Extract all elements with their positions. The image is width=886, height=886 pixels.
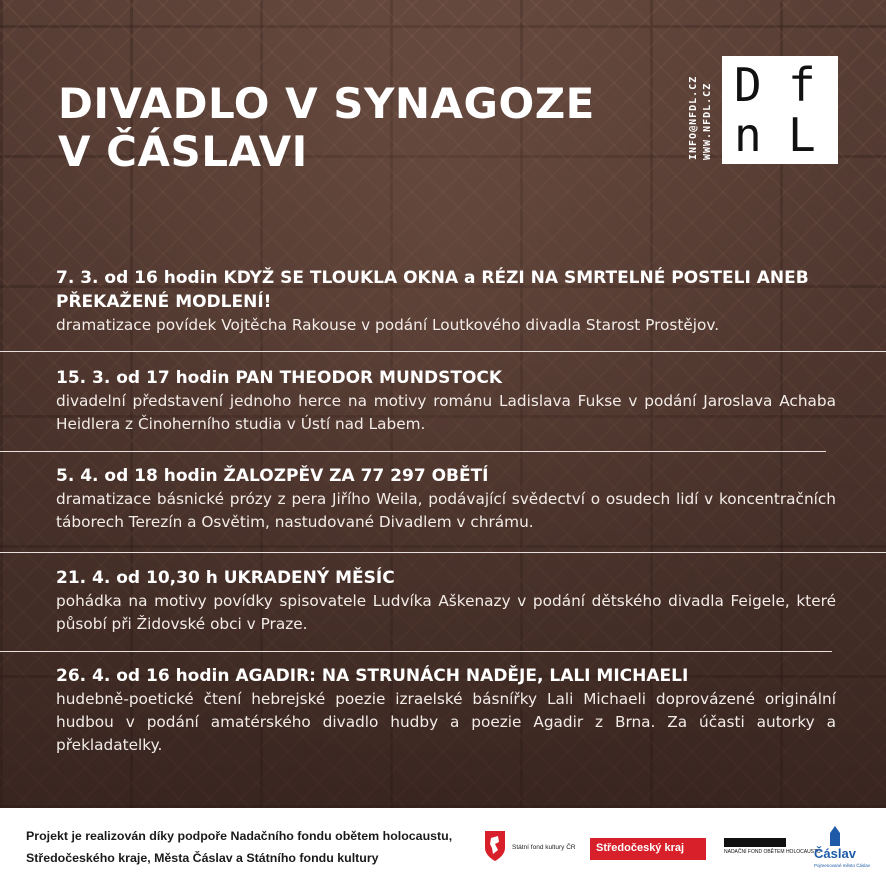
czech-lion-icon [484, 830, 506, 862]
logo-letter-d: D [734, 58, 762, 112]
caslav-logo [812, 826, 871, 872]
event-heading: 5. 4. od 18 hodin ŽALOZPĚV ZA 77 297 OBĚTÍ [56, 466, 489, 486]
caslav-label: Čáslav [814, 846, 856, 861]
event-heading: 15. 3. od 17 hodin PAN THEODOR MUNDSTOCK [56, 368, 503, 388]
divider [0, 351, 886, 352]
sfk-label: Státní fond kultury ČR [512, 844, 576, 851]
event-description: pohádka na motivy povídky spisovatele Ludvíka Aškenazy v podání dětského divadla Feigele, které působí při Židovské obci v Praze. [56, 592, 836, 633]
event-item [56, 464, 836, 534]
event-heading: 26. 4. od 16 hodin AGADIR: NA STRUNÁCH NADĚJE, LALI MICHAELI [56, 666, 689, 686]
tower-icon [830, 826, 840, 846]
footer-line-2: Středočeského kraje, Města Čáslav a Státního fondu kultury [26, 851, 379, 865]
nfoh-label: NADAČNÍ FOND OBĚTEM HOLOCAUSTU [724, 849, 821, 855]
title-line-1: DIVADLO V SYNAGOZE [58, 79, 595, 128]
divider [0, 552, 886, 553]
event-description: divadelní představení jednoho herce na motivy románu Ladislava Fukse v podání Jaroslava Achaba Heidlera z Činoherního studia v Ústí nad Labem. [56, 392, 836, 433]
divider [0, 651, 832, 652]
event-item [56, 664, 836, 757]
sfk-logo [484, 830, 584, 866]
logo-letter-f: f [788, 58, 816, 112]
contact-website[interactable]: WWW.NFDL.CZ [702, 82, 713, 160]
caslav-sublabel: Pojmenované město Čáslav [814, 863, 871, 868]
stredocesky-kraj-logo [590, 838, 706, 860]
dfnl-logo [722, 56, 838, 164]
event-item [56, 266, 836, 337]
logo-letter-n: n [734, 108, 762, 162]
footer-line-1: Projekt je realizován díky podpoře Nadačního fondu obětem holocaustu, [26, 829, 453, 843]
title-line-2: V ČÁSLAVI [58, 127, 308, 176]
logo-letter-l: L [788, 108, 816, 162]
menorah-icon [724, 838, 786, 847]
event-description: hudebně-poetické čtení hebrejské poezie izraelské básnířky Lali Michaeli doprovázené originální hudbou v podání amatérského divadlo hudby a poezie Agadir z Brna. Za účasti autorky a překladatelky. [56, 690, 836, 754]
footer-credits [26, 825, 476, 869]
event-description: dramatizace povídek Vojtěcha Rakouse v podání Loutkového divadla Starost Prostějov. [56, 316, 720, 334]
event-item [56, 566, 836, 636]
event-heading: 21. 4. od 10,30 h UKRADENÝ MĚSÍC [56, 568, 395, 588]
page-title [58, 80, 595, 176]
divider [0, 451, 826, 452]
contact-email[interactable]: INFO@NFDL.CZ [688, 75, 699, 160]
event-description: dramatizace básnické prózy z pera Jiřího Weila, podávající svědectví o osudech lidí v koncentračních táborech Terezín a Osvětim, nastudované Divadlem v chrámu. [56, 490, 836, 531]
event-heading: 7. 3. od 16 hodin KDYŽ SE TLOUKLA OKNA a RÉZI NA SMRTELNÉ POSTELI ANEB PŘEKAŽENÉ MODLENÍ! [56, 268, 809, 312]
contact-block [684, 56, 718, 164]
nfoh-logo [724, 838, 821, 864]
stredocesky-kraj-label: Středočeský kraj [596, 842, 685, 854]
event-item [56, 366, 836, 436]
